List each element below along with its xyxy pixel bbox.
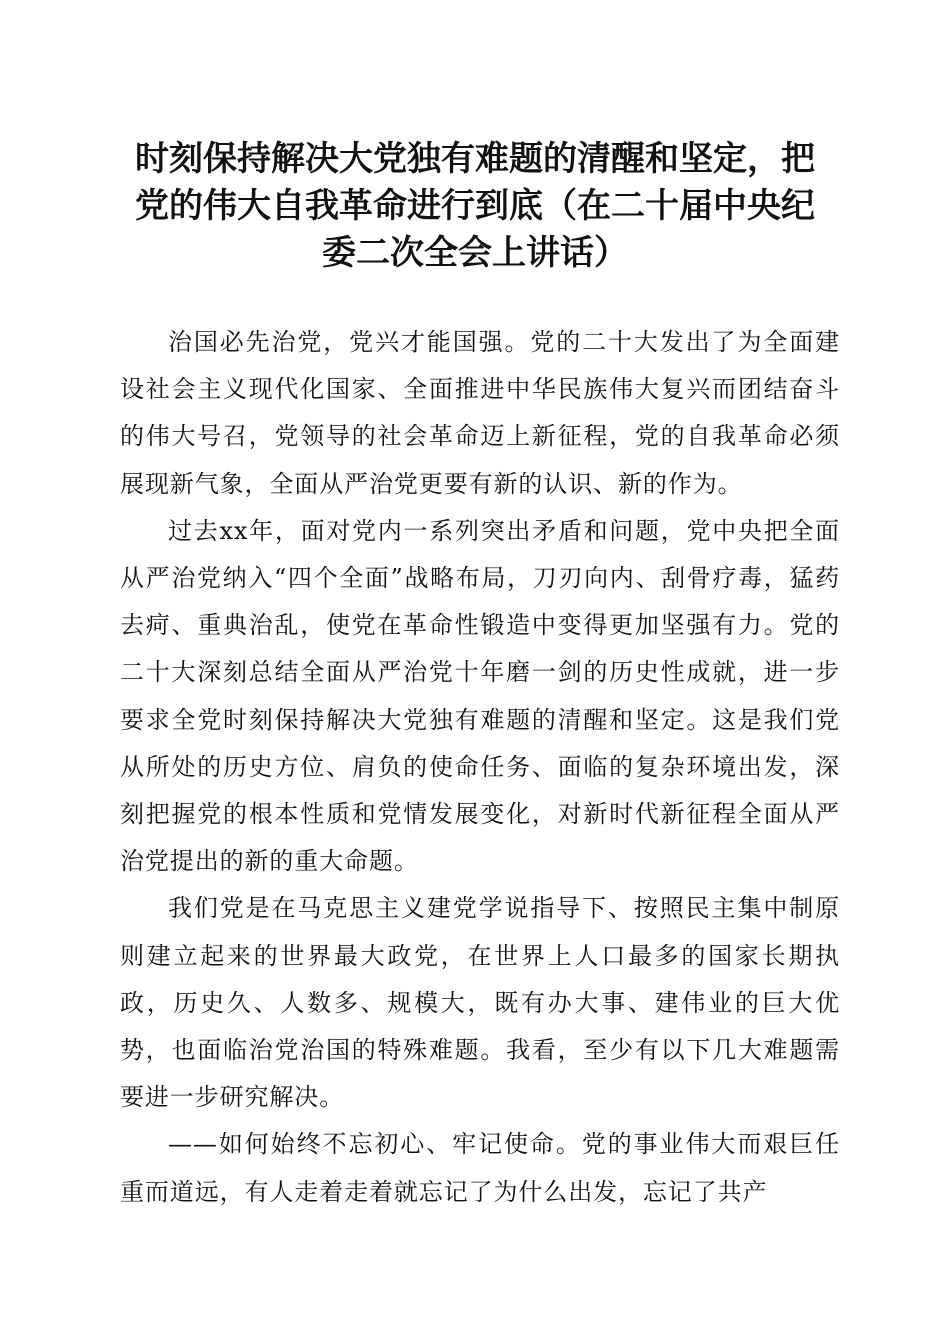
paragraph-1: 治国必先治党，党兴才能国强。党的二十大发出了为全面建设社会主义现代化国家、全面推进中华民族伟大复兴而团结奋斗的伟大号召，党领导的社会革命迈上新征程，党的自我革命必须展现新气象，全面从严治党更要有新的认识、新的作为。 <box>120 328 840 498</box>
paragraph-4: ——如何始终不忘初心、牢记使命。党的事业伟大而艰巨任重而道远，有人走着走着就忘记了为什么出发，忘记了共产 <box>120 1130 840 1206</box>
title-line-1: 时刻保持解决大党独有难题的清醒和坚定，把 <box>135 139 815 179</box>
document-title <box>110 136 840 277</box>
paragraph-2: 过去xx年，面对党内一系列突出矛盾和问题，党中央把全面从严治党纳入“四个全面”战略布局，刀刃向内、刮骨疗毒，猛药去疴、重典治乱，使党在革命性锻造中变得更加坚强有力。党的二十大深刻总结全面从严治党十年磨一剑的历史性成就，进一步要求全党时刻保持解决大党独有难题的清醒和坚定。这是我们党从所处的历史方位、肩负的使命任务、面临的复杂环境出发，深刻把握党的根本性质和党情发展变化，对新时代新征程全面从严治党提出的新的重大命题。 <box>120 516 840 876</box>
paragraph-3: 我们党是在马克思主义建党学说指导下、按照民主集中制原则建立起来的世界最大政党，在世界上人口最多的国家长期执政，历史久、人数多、规模大，既有办大事、建伟业的巨大优势，也面临治党治国的特殊难题。我看，至少有以下几大难题需要进一步研究解决。 <box>120 894 840 1112</box>
title-line-3: 委二次全会上讲话） <box>322 233 628 273</box>
document-body <box>120 319 840 1216</box>
title-line-2: 党的伟大自我革命进行到底（在二十届中央纪 <box>135 186 815 226</box>
